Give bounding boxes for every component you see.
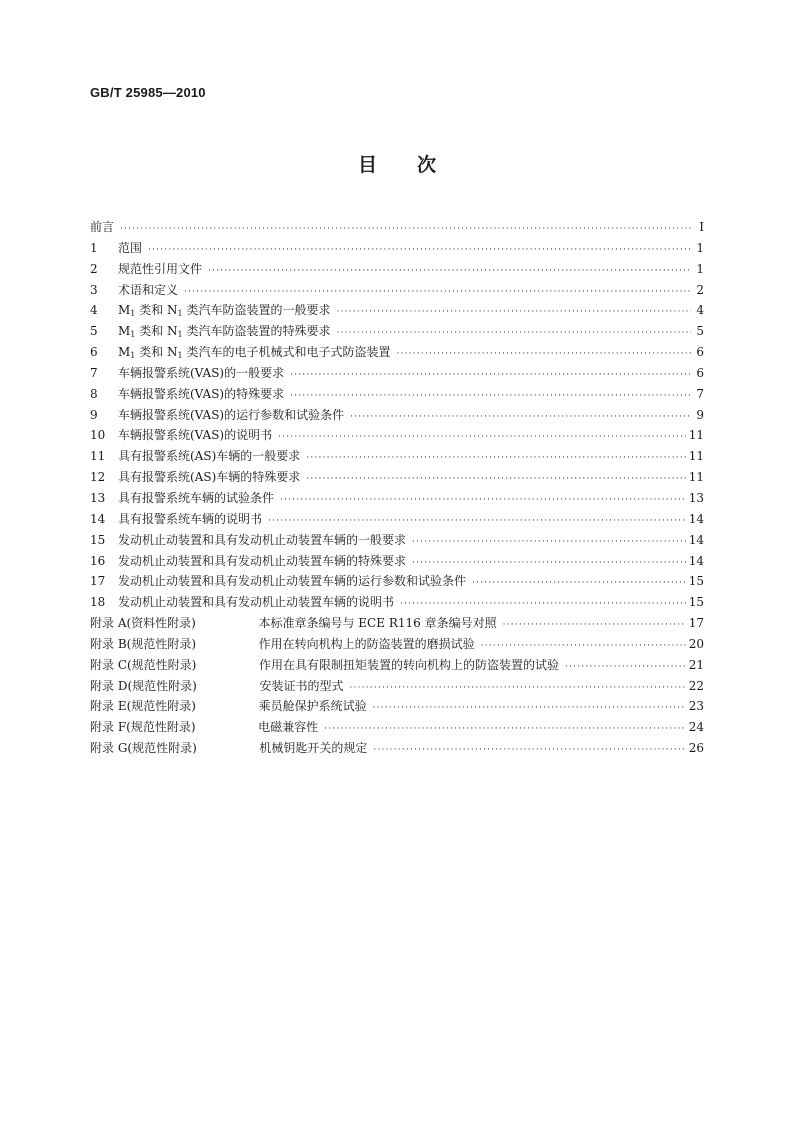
toc-entry-title: 发动机止动装置和具有发动机止动装置车辆的特殊要求: [118, 553, 407, 568]
appendix-page: 17: [688, 616, 704, 631]
toc-entry-page: 11: [688, 470, 704, 485]
toc-entry-page: 14: [688, 532, 704, 547]
appendix-page: 20: [688, 636, 704, 651]
toc-entry-number: 7: [90, 365, 98, 380]
subscript: 1: [177, 351, 183, 361]
subscript: 1: [130, 309, 136, 319]
toc-entry[interactable]: [90, 571, 704, 592]
appendix-label: 附录 D: [90, 678, 128, 693]
dot-leader: [120, 219, 691, 240]
appendix-type: (规范性附录): [127, 657, 197, 672]
toc-entry-number: 16: [90, 553, 106, 568]
toc-entry-number: 2: [90, 261, 98, 276]
appendix-title: 电磁兼容性: [258, 720, 319, 735]
appendix-page: 23: [688, 699, 704, 714]
toc-entry[interactable]: [90, 446, 704, 467]
toc-entry[interactable]: [90, 321, 704, 342]
dot-leader: [336, 323, 691, 344]
appendix-title: 作用在转向机构上的防盗装置的磨损试验: [258, 636, 475, 651]
text-part: M: [118, 345, 131, 360]
toc-entry-page: 4: [696, 303, 704, 318]
dot-leader: [400, 594, 686, 615]
subscript: 1: [177, 309, 183, 319]
toc-entry[interactable]: [90, 488, 704, 509]
dot-leader: [290, 386, 691, 407]
toc-entry[interactable]: [90, 300, 704, 321]
dot-leader: [306, 469, 685, 490]
toc-appendix-entry[interactable]: [90, 696, 704, 717]
appendix-title: 机械钥匙开关的规定: [259, 741, 368, 756]
dot-leader: [280, 490, 686, 511]
text-part: 类和 N: [135, 324, 178, 339]
dot-leader: [306, 448, 685, 469]
toc-entry-number: 1: [90, 240, 98, 255]
toc-entry-title: 发动机止动装置和具有发动机止动装置车辆的说明书: [118, 595, 395, 610]
toc-entry-number: 12: [90, 470, 106, 485]
text-part: M: [118, 303, 131, 318]
toc-appendix-entry[interactable]: [90, 655, 704, 676]
dot-leader: [412, 553, 686, 574]
toc-appendix-entry[interactable]: [90, 613, 704, 634]
toc-entry-title: 具有报警系统车辆的说明书: [118, 511, 263, 526]
subscript: 1: [130, 351, 136, 361]
toc-entry[interactable]: [90, 363, 704, 384]
toc-entry-number: 4: [90, 303, 98, 318]
dot-leader: [373, 698, 686, 719]
dot-leader: [324, 719, 686, 740]
text-part: 类和 N: [135, 303, 178, 318]
appendix-title: 安装证书的型式: [259, 678, 344, 693]
toc-entry-page: 15: [688, 595, 704, 610]
dot-leader: [373, 740, 685, 761]
subscript: 1: [130, 330, 136, 340]
dot-leader: [268, 511, 686, 532]
toc-entry-number: 13: [90, 490, 106, 505]
appendix-label: 附录 E: [90, 699, 127, 714]
subscript: 1: [177, 330, 183, 340]
toc-entry[interactable]: [90, 467, 704, 488]
appendix-page: 26: [688, 741, 704, 756]
toc-entry-page: 5: [696, 324, 704, 339]
toc-entry-page: 1: [696, 240, 704, 255]
appendix-type: (规范性附录): [126, 699, 196, 714]
toc-entry-title: 具有报警系统车辆的试验条件: [118, 490, 275, 505]
toc-entry-page: 7: [696, 386, 704, 401]
dot-leader: [350, 407, 691, 428]
toc-entry-title: 车辆报警系统(VAS)的说明书: [118, 428, 273, 443]
toc-entry[interactable]: [90, 530, 704, 551]
toc-entry-page: 9: [696, 407, 704, 422]
toc-entry-number: 8: [90, 386, 98, 401]
toc-entry-page: 11: [688, 449, 704, 464]
standard-code: GB/T 25985—2010: [90, 85, 206, 100]
toc-entry[interactable]: [90, 280, 704, 301]
toc-entry-title: 车辆报警系统(VAS)的特殊要求: [118, 386, 285, 401]
dot-leader: [278, 427, 686, 448]
toc-entry-page: 2: [696, 282, 704, 297]
appendix-type: (规范性附录): [126, 720, 196, 735]
appendix-label: 附录 A: [90, 616, 127, 631]
appendix-title: 作用在具有限制扭矩装置的转向机构上的防盗装置的试验: [259, 657, 560, 672]
dot-leader: [565, 657, 686, 678]
text-part: 类汽车的电子机械式和电子式防盗装置: [182, 345, 391, 360]
appendix-label: 附录 G: [90, 741, 128, 756]
toc-entry-title: 具有报警系统(AS)车辆的特殊要求: [118, 470, 301, 485]
toc-entry-page: Ⅰ: [699, 220, 704, 234]
toc-entry-page: 6: [696, 365, 704, 380]
toc-entry[interactable]: [90, 342, 704, 363]
toc-entry-number: 9: [90, 407, 98, 422]
table-of-contents: [90, 217, 704, 759]
appendix-label: 附录 C: [90, 657, 127, 672]
dot-leader: [208, 261, 691, 282]
toc-entry-title: 前言: [90, 220, 115, 234]
toc-entry[interactable]: [90, 238, 704, 259]
toc-entry-number: 6: [90, 345, 98, 360]
toc-entry-number: 18: [90, 595, 106, 610]
toc-entry-number: 17: [90, 574, 106, 589]
toc-entry-page: 1: [696, 261, 704, 276]
toc-entry-title: 发动机止动装置和具有发动机止动装置车辆的运行参数和试验条件: [118, 574, 467, 589]
toc-entry-page: 11: [688, 428, 704, 443]
toc-entry-title: 术语和定义: [118, 282, 179, 297]
appendix-type: (规范性附录): [127, 741, 197, 756]
toc-entry[interactable]: [90, 259, 704, 280]
toc-entry[interactable]: [90, 425, 704, 446]
appendix-type: (规范性附录): [126, 636, 197, 651]
toc-entry-title: 车辆报警系统(VAS)的一般要求: [118, 365, 285, 380]
toc-entry-title: 规范性引用文件: [118, 261, 203, 276]
toc-entry-page: 15: [688, 574, 704, 589]
toc-entry-title: 车辆报警系统(VAS)的运行参数和试验条件: [118, 407, 345, 422]
toc-appendix-entry[interactable]: [90, 676, 704, 697]
dot-leader: [184, 282, 691, 303]
page-title: 目次: [357, 154, 476, 176]
toc-entry-number: 11: [90, 449, 106, 464]
dot-leader: [336, 302, 691, 323]
toc-entry-number: 5: [90, 324, 98, 339]
text-part: 类和 N: [135, 345, 178, 360]
appendix-label: 附录 F: [90, 720, 127, 735]
toc-entry-page: 14: [688, 553, 704, 568]
appendix-type: (规范性附录): [127, 678, 197, 693]
text-part: 类汽车防盗装置的一般要求: [182, 303, 331, 318]
toc-entry[interactable]: [90, 217, 704, 238]
dot-leader: [349, 678, 685, 699]
appendix-label: 附录 B: [90, 636, 127, 651]
toc-entry[interactable]: [90, 384, 704, 405]
appendix-page: 21: [688, 657, 704, 672]
appendix-type: (资料性附录): [126, 616, 196, 631]
text-part: M: [118, 324, 131, 339]
toc-entry-number: 3: [90, 282, 98, 297]
dot-leader: [481, 636, 686, 657]
appendix-title: 本标准章条编号与 ECE R116 章条编号对照: [258, 616, 497, 631]
toc-entry-title: 范围: [118, 240, 143, 255]
toc-entry[interactable]: [90, 405, 704, 426]
appendix-page: 24: [688, 720, 704, 735]
dot-leader: [503, 615, 686, 636]
appendix-page: 22: [688, 678, 704, 693]
dot-leader: [148, 240, 691, 261]
appendix-title: 乘员舱保护系统试验: [258, 699, 367, 714]
toc-entry[interactable]: [90, 592, 704, 613]
dot-leader: [290, 365, 691, 386]
dot-leader: [396, 344, 691, 365]
toc-entry-number: 15: [90, 532, 106, 547]
toc-entry-title: 具有报警系统(AS)车辆的一般要求: [118, 449, 301, 464]
toc-entry[interactable]: [90, 509, 704, 530]
toc-entry-page: 13: [688, 490, 704, 505]
toc-entry-page: 14: [688, 511, 704, 526]
toc-entry-number: 10: [90, 428, 106, 443]
toc-entry-number: 14: [90, 511, 106, 526]
toc-entry[interactable]: [90, 551, 704, 572]
text-part: 类汽车防盗装置的特殊要求: [182, 324, 331, 339]
toc-entry-title: 发动机止动装置和具有发动机止动装置车辆的一般要求: [118, 532, 407, 547]
toc-appendix-entry[interactable]: [90, 738, 704, 759]
toc-appendix-entry[interactable]: [90, 717, 704, 738]
toc-entry-page: 6: [696, 345, 704, 360]
dot-leader: [412, 532, 686, 553]
dot-leader: [472, 573, 686, 594]
toc-appendix-entry[interactable]: [90, 634, 704, 655]
